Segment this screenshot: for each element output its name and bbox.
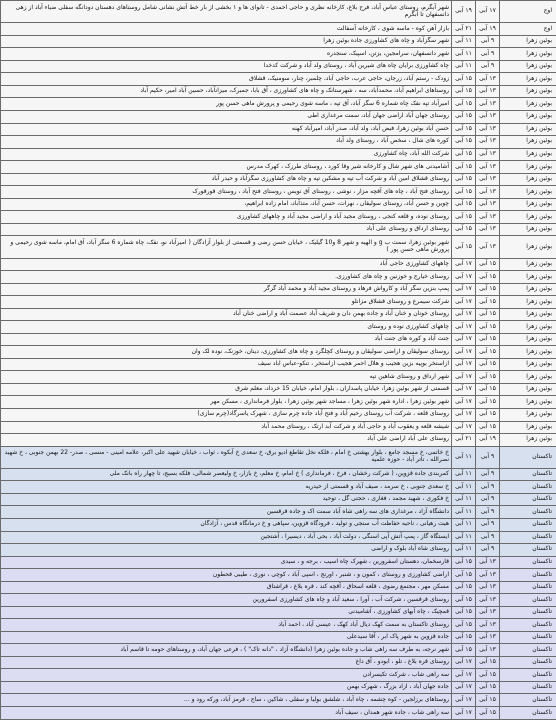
area-description-cell: دانشگاه آزاد ، مرغداری های سه راهی شاه آباد سمت اک و جاده قرقسین (1, 506, 452, 519)
end-time-cell: ۱۵ آبی (452, 186, 476, 199)
table-row (1, 48, 556, 61)
region-cell: تاکستان (500, 694, 556, 707)
start-time-cell: ۱۳ آبی (476, 198, 500, 211)
area-description-cell: ازاستخر بوپیه بزین هجیب و هلال احمر هجیب ازاستخر ، تنکو-عباس اباد سیف (1, 358, 452, 371)
area-description-cell: روستای فتح آباد ، چاه های آقچه مزار ، نوشی ، روستای آق نویس ، روستای فتح آباد ، روستای قورقورک (1, 186, 452, 199)
start-time-cell: ۹ آبی (476, 468, 500, 481)
end-time-cell: ۱۱ آبی (452, 446, 476, 468)
region-cell: بوئین زهرا (500, 258, 556, 271)
end-time-cell: ۲۱ آبی (452, 23, 476, 36)
start-time-cell: ۱۵ آبی (476, 669, 500, 682)
table-row (1, 223, 556, 236)
table-row (1, 148, 556, 161)
area-description-cell: جاده جهان آباد ، ازاد بزرگ ، شهرک بهمن (1, 681, 452, 694)
region-cell: بوئین زهرا (500, 396, 556, 409)
start-time-cell: ۱۳ آبی (476, 148, 500, 161)
area-description-cell: شرکت الله آباد، چاه کشاورزی (1, 148, 452, 161)
end-time-cell: ۱۵ آبی (452, 148, 476, 161)
area-description-cell: شهر سگزآباد و چاه های کشاورزی جاده بوئین زهرا (1, 35, 452, 48)
area-description-cell: روستای تاکستان به سمت کهک دیال آباد کهک ، عیسی آباد ، احمد آباد (1, 619, 452, 632)
start-time-cell: ۱۳ آبی (476, 606, 500, 619)
region-cell: بوئین زهرا (500, 111, 556, 124)
region-cell: بوئین زهرا (500, 236, 556, 258)
region-cell: بوئین زهرا (500, 198, 556, 211)
region-cell: بوئین زهرا (500, 211, 556, 224)
table-row (1, 236, 556, 258)
region-cell: بوئین زهرا (500, 48, 556, 61)
table-row (1, 383, 556, 396)
area-description-cell: روستای نوده، و قلعه کنجی ، روستای مجید آباد و اراضی مجید آباد و چاههای کشاورزی (1, 211, 452, 224)
area-description-cell: روستای جهان آباد اراضی جهان آباد، سمت مرغداری اطی (1, 111, 452, 124)
end-time-cell: ۱۵ آبی (452, 236, 476, 258)
table-row (1, 173, 556, 186)
region-cell: بوئین زهرا (500, 346, 556, 359)
region-cell: تاکستان (500, 706, 556, 719)
area-description-cell: روستای علی آباد اراضی علی آباد (1, 434, 452, 447)
region-cell: بوئین زهرا (500, 434, 556, 447)
area-description-cell: روستاهای برزلجین - کوه چشمه ، چاه آباد ، شلشق بولیا و سفلی ، شاکین ، ساج ، قرمز آباد، ورکه رود و ... (1, 694, 452, 707)
area-description-cell: ایستگاه گاز ، پمپ آتش آپی اسنگی ، دولت آباد ، بحی آباد ، دیسیرا ، آشتجین (1, 531, 452, 544)
table-row (1, 706, 556, 719)
table-row (1, 321, 556, 334)
end-time-cell: ۱۷ آبی (452, 283, 476, 296)
start-time-cell: ۱۳ آبی (476, 136, 500, 149)
table-row (1, 644, 556, 657)
end-time-cell: ۱۷ آبی (452, 681, 476, 694)
start-time-cell: ۱۵ آبی (476, 283, 500, 296)
area-description-cell: چوین و حسن آباد، روستای سولیقان ، نهرات، حسن آباد، متذآباد، امام زاده ابراهیم، (1, 198, 452, 211)
start-time-cell: ۱۵ آبی (476, 371, 500, 384)
end-time-cell: ۱۵ آبی (452, 644, 476, 657)
area-description-cell: شرکت سیمرغ و روستای قشلاق مزانلو (1, 296, 452, 309)
end-time-cell: ۱۷ آبی (452, 296, 476, 309)
start-time-cell: ۱۳ آبی (476, 223, 500, 236)
start-time-cell: ۱۵ آبی (476, 656, 500, 669)
table-row (1, 161, 556, 174)
table-row (1, 656, 556, 669)
start-time-cell: ۱۵ آبی (476, 396, 500, 409)
start-time-cell: ۹ آبی (476, 518, 500, 531)
region-cell: بوئین زهرا (500, 186, 556, 199)
area-description-cell: خ سعدی جنوبی ، خ سرمد ، صیف آباد و قسمتی از حیدریه (1, 481, 452, 494)
table-row (1, 531, 556, 544)
table-row (1, 421, 556, 434)
start-time-cell: ۱۵ آبی (476, 421, 500, 434)
table-row (1, 136, 556, 149)
end-time-cell: ۱۵ آبی (452, 136, 476, 149)
area-description-cell: اراضی کشاورزی و روستای ، کمون و ، شنبر ، اورنج ، اسپی آباد ، کوچی ، نوری ، طیبی قحطون (1, 569, 452, 582)
start-time-cell: ۱۵ آبی (476, 346, 500, 359)
end-time-cell: ۱۵ آبی (452, 594, 476, 607)
start-time-cell: ۱۵ آبی (476, 706, 500, 719)
area-description-cell: شهر بوئین زهرا ، اداره شهر بوئین زهرا ، مساجد شهر بوئین زهرا ، بلوار فرمانداری ، مسکن مهر (1, 396, 452, 409)
end-time-cell: ۱۵ آبی (452, 111, 476, 124)
area-description-cell: چاههای کشاورزی نوده و روستای (1, 321, 452, 334)
region-cell: بوئین زهرا (500, 308, 556, 321)
table-row (1, 186, 556, 199)
table-row (1, 446, 556, 468)
end-time-cell: ۱۵ آبی (452, 581, 476, 594)
region-cell: بوئین زهرا (500, 136, 556, 149)
start-time-cell: ۱۵ آبی (476, 694, 500, 707)
start-time-cell: ۱۳ آبی (476, 594, 500, 607)
table-row (1, 73, 556, 86)
table-body (1, 1, 556, 720)
area-description-cell: خ فکوری ، شهید مجمد ، فغاری ، حجتی گل ، توحید (1, 493, 452, 506)
area-description-cell: قمچیک ، چاه آبهای کشاورزی ، آشامیدنی (1, 606, 452, 619)
start-time-cell: ۱۳ آبی (476, 111, 500, 124)
area-description-cell: روستای قلعه ، شرکت آب روستای رحیم آباد و فتح آباد جاده چرم سازی ، شهرک یاسرگاد(چرم سازی) (1, 408, 452, 421)
table-row (1, 669, 556, 682)
start-time-cell: ۱۵ آبی (476, 296, 500, 309)
end-time-cell: ۱۱ آبی (452, 531, 476, 544)
area-description-cell: جنت آباد و کوره های جنت آباد (1, 333, 452, 346)
end-time-cell: ۱۵ آبی (452, 211, 476, 224)
start-time-cell: ۱۳ آبی (476, 631, 500, 644)
start-time-cell: ۱۳ آبی (476, 556, 500, 569)
end-time-cell: ۱۱ آبی (452, 518, 476, 531)
region-cell: بوئین زهرا (500, 371, 556, 384)
start-time-cell: ۱۵ آبی (476, 271, 500, 284)
start-time-cell: ۱۳ آبی (476, 73, 500, 86)
end-time-cell: ۱۷ آبی (452, 358, 476, 371)
region-cell: بوئین زهرا (500, 408, 556, 421)
region-cell: بوئین زهرا (500, 148, 556, 161)
end-time-cell: ۱۱ آبی (452, 493, 476, 506)
end-time-cell: ۱۷ آبی (452, 383, 476, 396)
area-description-cell: روستای ارداق و روستای علی آباد (1, 223, 452, 236)
area-description-cell: مسکن مهر ، مجتمع رضوی ، قلعه اسحاق ، آقچه کند ، قره بلاغ ، قراشتاق (1, 581, 452, 594)
table-row (1, 35, 556, 48)
table-row (1, 408, 556, 421)
region-cell: تاکستان (500, 531, 556, 544)
table-row (1, 371, 556, 384)
area-description-cell: جاده قزوین به شهر پاک ابر ، آقا سیدعلی (1, 631, 452, 644)
area-description-cell: شهر نرجه، به طرف سه راهی شاب و جاده بوئین زهرا (دانشگاه آزاد ، "دانه تاک" ) ، فرعی جهان آباد، و روستاهای حومه تا قاسم آباد (1, 644, 452, 657)
end-time-cell: ۱۵ آبی (452, 198, 476, 211)
region-cell: بوئین زهرا (500, 421, 556, 434)
region-cell: بوئین زهرا (500, 296, 556, 309)
start-time-cell: ۱۳ آبی (476, 236, 500, 258)
table-row (1, 211, 556, 224)
region-cell: تاکستان (500, 446, 556, 468)
area-description-cell: پمپ بنزین سگز آباد و کارواش فرهاد و روستای مجید آباد و محمد آباد گرگر (1, 283, 452, 296)
start-time-cell: ۱۵ آبی (476, 321, 500, 334)
start-time-cell: ۱۵ آبی (476, 358, 500, 371)
end-time-cell: ۱۷ آبی (452, 706, 476, 719)
start-time-cell: ۹ آبی (476, 493, 500, 506)
start-time-cell: ۱۳ آبی (476, 123, 500, 136)
end-time-cell: ۱۹ آبی (452, 1, 476, 23)
end-time-cell: ۱۵ آبی (452, 631, 476, 644)
region-cell: بوئین زهرا (500, 271, 556, 284)
start-time-cell: ۹ آبی (476, 544, 500, 557)
end-time-cell: ۱۷ آبی (452, 669, 476, 682)
end-time-cell: ۱۷ آبی (452, 321, 476, 334)
start-time-cell: ۹ آبی (476, 48, 500, 61)
region-cell: تاکستان (500, 656, 556, 669)
area-description-cell: روستاهای ابراهیم آباد، محمدآباد، سه ، شهرستانک و چاه های کشاورزی ، آق بابا، جمبرک، میزانآباد، حسین آباد امیر، حکیم آباد (1, 85, 452, 98)
start-time-cell: ۱۳ آبی (476, 186, 500, 199)
region-cell: تاکستان (500, 468, 556, 481)
start-time-cell: ۱۳ آبی (476, 581, 500, 594)
area-description-cell: شهر ارداق و روستای شاهین تپه (1, 371, 452, 384)
end-time-cell: ۱۷ آبی (452, 308, 476, 321)
table-row (1, 481, 556, 494)
table-row (1, 631, 556, 644)
end-time-cell: ۱۷ آبی (452, 258, 476, 271)
start-time-cell: ۱۳ آبی (476, 211, 500, 224)
start-time-cell: ۱۳ آبی (476, 98, 500, 111)
region-cell: تاکستان (500, 644, 556, 657)
start-time-cell: ۱۳ آبی (476, 161, 500, 174)
region-cell: بوئین زهرا (500, 333, 556, 346)
table-row (1, 396, 556, 409)
area-description-cell: زودک - رستم آباد، زرجان، حاجی عرب، حاجی آباد، چلمبر، چنار، سومنیک، قشلاق (1, 73, 452, 86)
region-cell: بوئین زهرا (500, 85, 556, 98)
end-time-cell: ۱۷ آبی (452, 346, 476, 359)
table-row (1, 518, 556, 531)
start-time-cell: ۱۳ آبی (476, 619, 500, 632)
region-cell: بوئین زهرا (500, 321, 556, 334)
table-row (1, 681, 556, 694)
region-cell: تاکستان (500, 581, 556, 594)
area-description-cell: امیرآباد تپه نفک چاه شماره 6 سگز آباد، آق تپه ، ماسه شوی رحیمی و پرورش ماهی حسن پور (1, 98, 452, 111)
region-cell: بوئین زهرا (500, 383, 556, 396)
end-time-cell: ۱۵ آبی (452, 73, 476, 86)
end-time-cell: ۱۷ آبی (452, 694, 476, 707)
table-row (1, 23, 556, 36)
end-time-cell: ۱۵ آبی (452, 606, 476, 619)
area-description-cell: شهر بوئین زهرا، سمت ب g و الهیه و شهر 8 و10 گیلیک ، خیابان حسن رضی و قسمتی از بلوار آزادگان ( امیرآباد نو، نفک، چاه شماره 6 سگز آباد، آق امام، ماسه شوی رحیمی و پرورش ماهی حسن پور ) (1, 236, 452, 258)
region-cell: تاکستان (500, 481, 556, 494)
start-time-cell: ۹ آبی (476, 60, 500, 73)
region-cell: بوئین زهرا (500, 223, 556, 236)
start-time-cell: ۹ آبی (476, 531, 500, 544)
area-description-cell: سه راهی شاب ، شرکت تکیسرادن (1, 669, 452, 682)
region-cell: بوئین زهرا (500, 283, 556, 296)
start-time-cell: ۱۷ آبی (476, 1, 500, 23)
region-cell: تاکستان (500, 556, 556, 569)
end-time-cell: ۱۷ آبی (452, 333, 476, 346)
table-row (1, 85, 556, 98)
region-cell: بوئین زهرا (500, 73, 556, 86)
table-row (1, 98, 556, 111)
end-time-cell: ۱۷ آبی (452, 271, 476, 284)
table-row (1, 333, 556, 346)
area-description-cell: شیشه قلعه و یعقوب آباد و حاجی آباد و شرکت آبد ارتک ، روستای محمد آباد (1, 421, 452, 434)
start-time-cell: ۱۳ آبی (476, 644, 500, 657)
start-time-cell: ۱۳ آبی (476, 569, 500, 582)
table-row (1, 581, 556, 594)
region-cell: بوئین زهرا (500, 35, 556, 48)
area-description-cell: چاه کشاورزی برایان چاه های شیرین آباد ، روستای ولد آباد و شرکت کدخدا (1, 60, 452, 73)
table-row (1, 434, 556, 447)
end-time-cell: ۱۵ آبی (452, 223, 476, 236)
area-description-cell: آشامیدنی های شهر شال و کارخانه شیر وقا کورد ، روستای طرزک ، کهرک مدرس (1, 161, 452, 174)
area-description-cell: روستای قرقسین ، شرکت آب ، آورا ، سعید آباد و چاه های کشاورزی اسفرورین (1, 594, 452, 607)
area-description-cell: کمربندی جاده قزوین، ( شرکت رخشان ، فرخ ، فرمانداری ) خ امام، خ معلم، خ بازار، خ ولیعصر شمالی، فلکه بسیج، تا چهار راه بانک ملی (1, 468, 452, 481)
end-time-cell: ۱۵ آبی (452, 161, 476, 174)
region-cell: تاکستان (500, 619, 556, 632)
region-cell: تاکستان (500, 518, 556, 531)
area-description-cell: روستای شاه آباد بلوک و اراضی (1, 544, 452, 557)
region-cell: تاکستان (500, 669, 556, 682)
area-description-cell: قسمتی از شهر بوئین زهرا، خیابان پاسداران ، بلوار امام، خیابان 15 خرداد، معلم شرق (1, 383, 452, 396)
area-description-cell: روستای سولیقان و اراضی سولیقان و روستای کچلگرد و چاه های کشاورزی، دینان، خوزنک، نوده لک وان (1, 346, 452, 359)
end-time-cell: ۲۱ آبی (452, 434, 476, 447)
start-time-cell: ۱۵ آبی (476, 308, 500, 321)
start-time-cell: ۱۵ آبی (476, 333, 500, 346)
area-description-cell: روستای قره بلاغ ، تلو ، ابودو ، آق داغ (1, 656, 452, 669)
start-time-cell: ۱۹ آبی (476, 434, 500, 447)
table-row (1, 694, 556, 707)
end-time-cell: ۱۱ آبی (452, 60, 476, 73)
table-row (1, 1, 556, 23)
table-row (1, 468, 556, 481)
start-time-cell: ۱۵ آبی (476, 258, 500, 271)
table-row (1, 569, 556, 582)
end-time-cell: ۱۵ آبی (452, 98, 476, 111)
end-time-cell: ۱۵ آبی (452, 619, 476, 632)
end-time-cell: ۱۵ آبی (452, 173, 476, 186)
area-description-cell: بازار آهن کوه - ماسه شوی ، کارخانه آسفالت (1, 23, 452, 36)
area-description-cell: قارسخمان، دهستان اسفرورین ، شهرک چاه اسیب ، برجه و ، سیدی (1, 556, 452, 569)
region-cell: بوئین زهرا (500, 60, 556, 73)
region-cell: تاکستان (500, 594, 556, 607)
table-row (1, 544, 556, 557)
area-description-cell: روستای خونان و خنان آباد و جاده بهمن دان و شریف آباد عصمت آباد و اراضی خنان آباد (1, 308, 452, 321)
end-time-cell: ۱۱ آبی (452, 481, 476, 494)
end-time-cell: ۱۵ آبی (452, 556, 476, 569)
table-row (1, 111, 556, 124)
end-time-cell: ۱۱ آبی (452, 506, 476, 519)
end-time-cell: ۱۱ آبی (452, 468, 476, 481)
end-time-cell: ۱۷ آبی (452, 421, 476, 434)
table-row (1, 60, 556, 73)
start-time-cell: ۱۳ آبی (476, 173, 500, 186)
table-row (1, 606, 556, 619)
region-cell: بوئین زهرا (500, 358, 556, 371)
table-row (1, 283, 556, 296)
start-time-cell: ۱۵ آبی (476, 408, 500, 421)
area-description-cell: روستای قشلاق امین آباد و شرکت آب تپه و مشکین تپه و چاه های کشاورزی سگزآباد و حیدر آباد (1, 173, 452, 186)
start-time-cell: ۱۵ آبی (476, 681, 500, 694)
start-time-cell: ۱۹ آبی (476, 23, 500, 36)
table-row (1, 358, 556, 371)
region-cell: تاکستان (500, 506, 556, 519)
area-description-cell: کوره های شال ، سخص آباد ، روستای ولد آباد (1, 136, 452, 149)
area-description-cell: هیت رهیانی ، ناحیه حفاظت آب سنجی و تولید ، فرودگاه قزوین، سپاهی و خ درمانگاه قدس ، آزادگان (1, 518, 452, 531)
end-time-cell: ۱۵ آبی (452, 123, 476, 136)
table-row (1, 493, 556, 506)
start-time-cell: ۱۳ آبی (476, 85, 500, 98)
region-cell: تاکستان (500, 544, 556, 557)
region-cell: تاکستان (500, 681, 556, 694)
end-time-cell: ۱۷ آبی (452, 396, 476, 409)
area-description-cell: خ خاتمی، خ مسجد جامع ، بلوار بهشتی خ امام ، فلکه نخل تقاطع ادیو برق، خ سعدی خ آبکوه ، ثواب ، خیابان شهید علی اکبر، علامه امینی - منسی ، صدر- 22 بهمن جنوبی ، خ شهید نصرالله ، تاتر آباد - حوزه علمیه (1, 446, 452, 468)
area-description-cell: سه راهی شاب ، جاده شهر همدان ، سیف آباد (1, 706, 452, 719)
end-time-cell: ۱۷ آبی (452, 371, 476, 384)
area-description-cell: شهر دانسفهان، سرامجین، یزتن، اسپیک، سنجدره (1, 48, 452, 61)
end-time-cell: ۱۷ آبی (452, 656, 476, 669)
start-time-cell: ۹ آبی (476, 506, 500, 519)
table-row (1, 308, 556, 321)
area-description-cell: شهر آبگرم، روستای عباس آباد، فرح بلاغ، کارخانه نظری و حاجی احمدی - تانوای ها و ۱ بخشی از بار خط آتش نشانی شامل روستاهای دهستان دودانگه سفلی ضیاء آباد از زهی دانسفهان تا آبگرم (1, 1, 452, 23)
region-cell: تاکستان (500, 606, 556, 619)
region-cell: بوئین زهرا (500, 161, 556, 174)
end-time-cell: ۱۱ آبی (452, 48, 476, 61)
end-time-cell: ۱۵ آبی (452, 569, 476, 582)
table-row (1, 346, 556, 359)
region-cell: بوئین زهرا (500, 123, 556, 136)
region-cell: اوج (500, 1, 556, 23)
start-time-cell: ۱۵ آبی (476, 383, 500, 396)
end-time-cell: ۱۵ آبی (452, 85, 476, 98)
table-row (1, 123, 556, 136)
end-time-cell: ۱۱ آبی (452, 544, 476, 557)
region-cell: اوج (500, 23, 556, 36)
table-row (1, 296, 556, 309)
table-row (1, 619, 556, 632)
table-row (1, 258, 556, 271)
table-row (1, 198, 556, 211)
area-description-cell: چاههای کشاورزی حاجی آباد (1, 258, 452, 271)
table-row (1, 556, 556, 569)
end-time-cell: ۱۷ آبی (452, 408, 476, 421)
table-row (1, 506, 556, 519)
start-time-cell: ۹ آبی (476, 446, 500, 468)
start-time-cell: ۹ آبی (476, 35, 500, 48)
region-cell: تاکستان (500, 493, 556, 506)
end-time-cell: ۱۱ آبی (452, 35, 476, 48)
table-row (1, 271, 556, 284)
area-description-cell: حسن آباد بوئین زهرا، فیض آباد، ولد آباد، صدر آباد، امیرآباد کهنه (1, 123, 452, 136)
region-cell: تاکستان (500, 631, 556, 644)
area-description-cell: روستای خیارج و خوزنین و چاه های کشاورزی. (1, 271, 452, 284)
table-row (1, 594, 556, 607)
region-cell: تاکستان (500, 569, 556, 582)
start-time-cell: ۹ آبی (476, 481, 500, 494)
region-cell: بوئین زهرا (500, 98, 556, 111)
region-cell: بوئین زهرا (500, 173, 556, 186)
